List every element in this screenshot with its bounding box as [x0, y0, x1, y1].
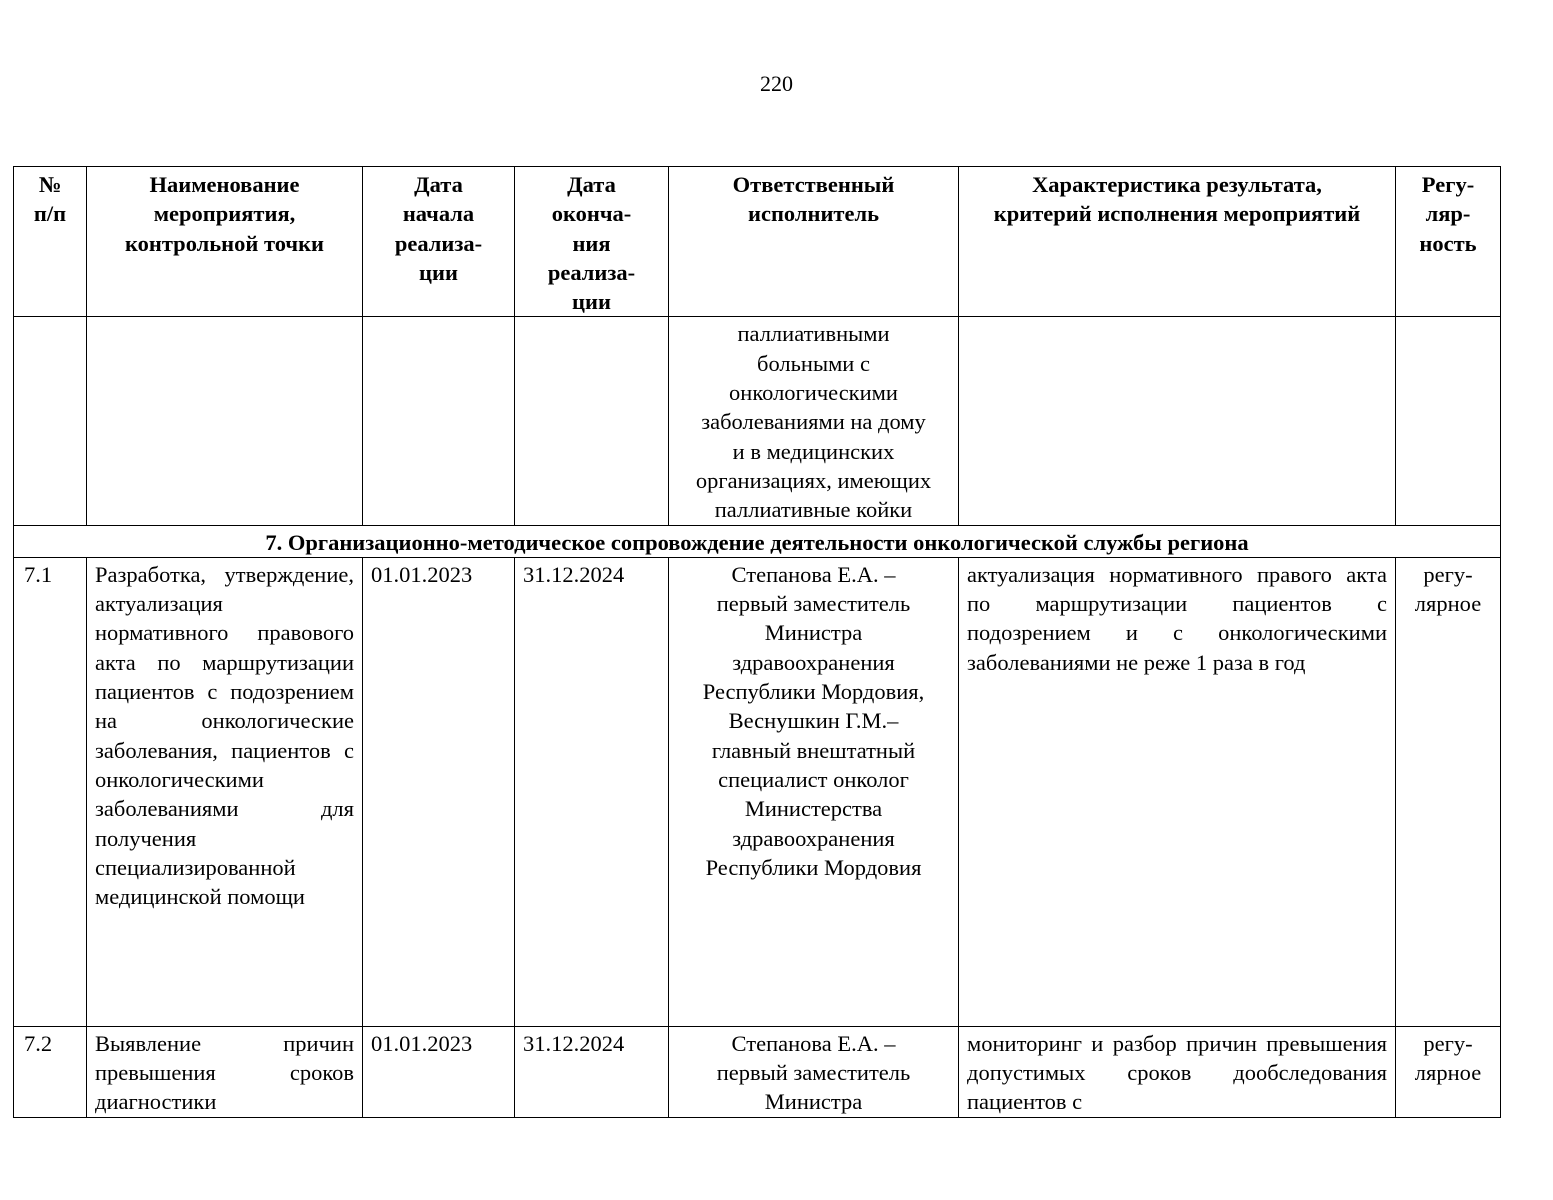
cell-responsible: Степанова Е.А. – первый заместитель Министра здравоохранения Республики Мордовия, Веснушкин Г.М.– главный внештатный специалист онколог Министерства здравоохранения Республики Мордовия — [669, 557, 959, 1026]
cell-name-empty — [87, 317, 363, 525]
cell-num: 7.1 — [14, 557, 87, 1026]
cell-start-date: 01.01.2023 — [363, 1026, 515, 1117]
header-end-date: Дата оконча- ния реализа- ции — [515, 167, 669, 317]
cell-end-empty — [515, 317, 669, 525]
section-title: 7. Организационно-методическое сопровождение деятельности онкологической службы региона — [14, 525, 1501, 557]
cell-end-date: 31.12.2024 — [515, 1026, 669, 1117]
cell-result-empty — [959, 317, 1396, 525]
table-row — [14, 1026, 1501, 1117]
cell-name: Разработка, утверждение, актуализация нормативного правового акта по маршрутизации пациентов с подозрением на онкологические заболевания, пациентов с онкологическими заболеваниями для получения специализированной медицинской помощи — [87, 557, 363, 1026]
cell-end-date: 31.12.2024 — [515, 557, 669, 1026]
cell-num-empty — [14, 317, 87, 525]
cell-num: 7.2 — [14, 1026, 87, 1117]
cell-responsible-continuation: паллиативными больными с онкологическими заболеваниями на дому и в медицинских организациях, имеющих паллиативные койки — [669, 317, 959, 525]
cell-result: актуализация нормативного правого акта по маршрутизации пациентов с подозрением и с онкологическими заболеваниями не реже 1 раза в год — [959, 557, 1396, 1026]
table-header-row — [14, 167, 1501, 317]
section-row — [14, 525, 1501, 557]
table-row-continuation — [14, 317, 1501, 525]
table-row — [14, 557, 1501, 1026]
cell-regularity: регу- лярное — [1396, 557, 1501, 1026]
header-result: Характеристика результата, критерий исполнения мероприятий — [959, 167, 1396, 317]
header-name: Наименование мероприятия, контрольной точки — [87, 167, 363, 317]
cell-start-empty — [363, 317, 515, 525]
cell-result: мониторинг и разбор причин превышения допустимых сроков дообследования пациентов с — [959, 1026, 1396, 1117]
cell-start-date: 01.01.2023 — [363, 557, 515, 1026]
cell-name: Выявление причин превышения сроков диагностики — [87, 1026, 363, 1117]
cell-regularity: регу- лярное — [1396, 1026, 1501, 1117]
header-start-date: Дата начала реализа- ции — [363, 167, 515, 317]
header-regularity: Регу- ляр- ность — [1396, 167, 1501, 317]
cell-responsible: Степанова Е.А. – первый заместитель Министра — [669, 1026, 959, 1117]
cell-regularity-empty — [1396, 317, 1501, 525]
header-responsible: Ответственный исполнитель — [669, 167, 959, 317]
activities-table — [13, 166, 1501, 1118]
header-num: № п/п — [14, 167, 87, 317]
page-number: 220 — [760, 71, 793, 96]
